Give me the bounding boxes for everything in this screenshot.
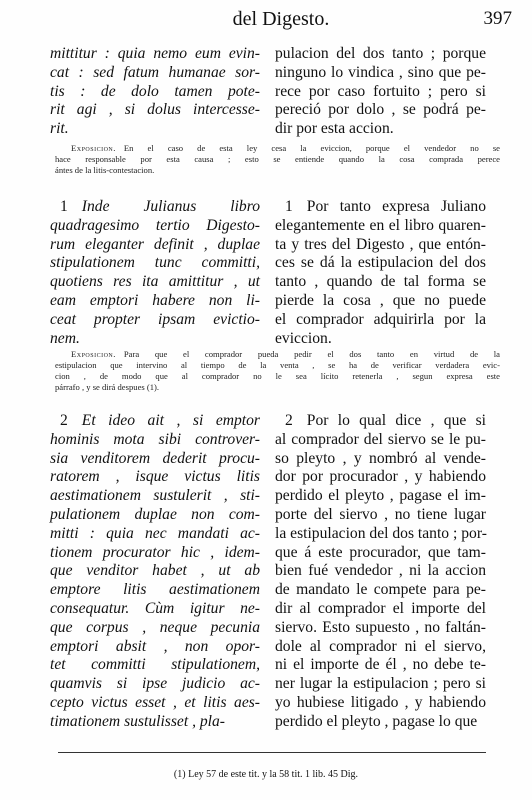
note-line: hace responsable por esta causa ; esto se entiende quando la cosa comprada perece: [55, 154, 500, 164]
text-line: porte del siervo , no tiene lugar: [275, 505, 486, 523]
line-text: Por lo qual dice , que si: [306, 412, 486, 429]
text-line: mittitur : quia nemo eum evin-: [50, 45, 260, 62]
text-line: ta y tres del Digesto , que entón-: [275, 235, 486, 253]
text-line: [275, 412, 486, 431]
latin-column: [50, 45, 260, 139]
note-line: párrafo , y se dirá despues (1).: [55, 382, 160, 392]
text-line: yo hubiese litigado , y habiendo: [275, 693, 486, 711]
paragraph-number: 1: [285, 198, 293, 215]
text-line: rece por caso fortuito ; pero si: [275, 82, 486, 100]
text-line: emptore litis aestimationem: [50, 581, 260, 599]
text-line: tet committi stipulationem,: [50, 656, 260, 674]
text-line: rit.: [50, 120, 69, 138]
footnote-rule: [58, 752, 486, 753]
line-text: Por tanto expresa Juliano: [306, 198, 486, 215]
text-line: mitti : quia nec mandati ac-: [50, 524, 260, 542]
text-line: emptori absit , non opor-: [50, 637, 260, 655]
note-line: Exposicion. En el caso de esta ley cesa la eviccion, porque el vendedor no se: [71, 143, 500, 153]
spanish-column: [275, 198, 486, 348]
text-line: ceat propter ipsam evictio-: [50, 310, 260, 328]
text-line: dor por procurador , y habiendo: [275, 468, 486, 486]
text-line: pierde la cosa , que no puede: [275, 291, 486, 309]
footnote: (1) Ley 57 de este tit. y la 58 tit. 1 lib. 45 Dig.: [173, 769, 359, 780]
line-text: Et ideo ait , si emptor: [81, 412, 260, 429]
text-line: ces se dá la estipulacion del dos: [275, 254, 486, 272]
text-line: tanto , quando de tal forma se: [275, 273, 486, 291]
text-line: perdido el pleyto , pagase el im-: [275, 487, 486, 505]
exposition-note: [55, 143, 500, 176]
page-number: 397: [483, 8, 512, 29]
latin-column: [50, 412, 260, 732]
text-line: elegantemente en el libro quaren-: [275, 216, 486, 234]
text-line: stipulationem tunc committi,: [50, 254, 260, 272]
text-line: quamvis si ipse judicio ac-: [50, 675, 260, 693]
note-line: cion , de modo que al comprador no le sea lícito retenerla , segun expresa este: [55, 371, 500, 381]
text-line: al comprador del siervo se le pu-: [275, 430, 486, 448]
text-line: [50, 198, 260, 217]
latin-column: [50, 198, 260, 348]
text-line: que corpus , neque pecunia: [50, 618, 260, 636]
text-line: quotiens res ita amittitur , ut: [50, 273, 260, 291]
text-line: nem.: [50, 329, 80, 347]
line-text: Inde Julianus libro: [81, 198, 260, 215]
text-line: la estipulacion del dos tanto ; por-: [275, 524, 487, 542]
text-line: ner lugar la estipulacion ; pero si: [275, 675, 486, 693]
text-line: que á este procurador, que tam-: [275, 543, 486, 561]
text-line: [50, 412, 260, 431]
text-line: tionem procurator hic , idem-: [50, 543, 260, 561]
text-line: cepto victus esset , et litis aes-: [50, 693, 260, 711]
text-line: de mandato le compete para pe-: [275, 581, 486, 599]
text-line: [275, 198, 486, 217]
text-line: pulacion del dos tanto ; porque: [275, 45, 486, 62]
text-line: aestimationem sustulerit , sti-: [50, 487, 260, 505]
text-line: bien fué vendedor , ni la accion: [275, 562, 486, 580]
note-line: estipulacion que intervino al tiempo de la venta , se ha de verificar verdadera evic-: [55, 360, 500, 370]
text-line: ratorem , isque victus litis: [50, 468, 260, 486]
running-title: del Digesto.: [232, 8, 330, 30]
text-line: eviccion.: [275, 329, 332, 347]
text-line: hominis mota sibi controver-: [50, 430, 260, 448]
text-line: ninguno lo vindica , sino que pe-: [275, 63, 486, 81]
text-line: rum eleganter definit , duplae: [50, 235, 260, 253]
text-line: siervo. Esto supuesto , no faltán-: [275, 618, 486, 636]
text-line: pereció por dolo , se podrá pe-: [275, 101, 486, 119]
paragraph-number: 2: [285, 412, 293, 429]
spanish-column: [275, 412, 486, 732]
note-line: Exposicion. Para que el comprador pueda pedir el dos tanto en virtud de la: [71, 349, 500, 359]
exposition-note: [55, 349, 500, 393]
note-line: ántes de la litis-contestacion.: [55, 165, 155, 175]
text-line: eam emptori habere non li-: [50, 291, 260, 309]
text-line: perdido el pleyto , pagase lo que: [275, 712, 478, 730]
text-line: rit agi , si dolus intercesse-: [50, 101, 260, 119]
text-line: ni el importe de él , no debe te-: [275, 656, 486, 674]
text-line: dir por esta accion.: [275, 120, 394, 138]
text-line: que venditor habet , ut ab: [50, 562, 260, 580]
page-header: [50, 6, 512, 34]
text-line: el comprador adquirirla por la: [275, 310, 486, 328]
note-label: Exposicion.: [71, 143, 116, 153]
text-line: dole al comprador ni el siervo,: [275, 637, 486, 655]
text-line: cat : sed fatum humanae sor-: [50, 63, 260, 81]
text-line: quadragesimo tertio Digesto-: [50, 216, 260, 234]
text-line: dir al comprador el importe del: [275, 599, 486, 617]
note-label: Exposicion.: [71, 349, 116, 359]
text-line: timationem sustulisset , pla-: [50, 712, 225, 730]
text-line: pulationem duplae non com-: [50, 505, 260, 523]
text-line: so pleyto , y nombró al vende-: [275, 449, 486, 467]
paragraph-number: 2: [60, 412, 68, 429]
text-line: consequatur. Cùm igitur ne-: [50, 599, 260, 617]
spanish-column: [275, 45, 486, 139]
text-line: tis : de dolo tamen pote-: [50, 82, 260, 100]
paragraph-number: 1: [60, 198, 68, 215]
text-line: sia venditorem dederit procu-: [50, 449, 260, 467]
